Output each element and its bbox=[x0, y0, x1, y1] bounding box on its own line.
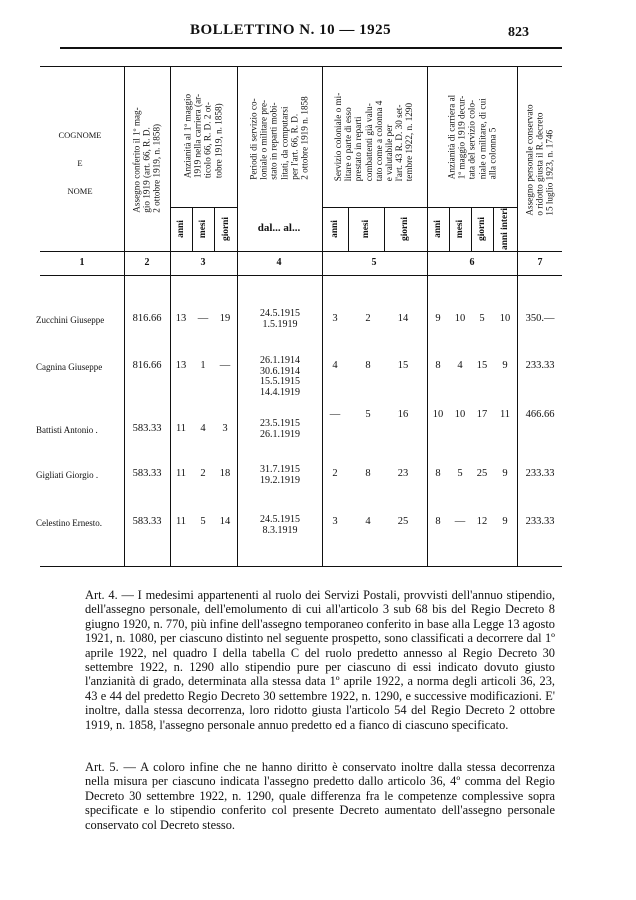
row-mesi-5: 5 bbox=[365, 409, 371, 420]
row-anni-6: 8 bbox=[435, 360, 441, 371]
article-4-paragraph: Art. 4. — I medesimi appartenenti al ruolo dei Servizi Postali, provvisti dell'annuo stipendio, dell'assegno personale, dell'emolumento di cui all'articolo 3 sub 68 bis del Regio Decreto 8 giugno 1920, n. 770, più infine dell'assegno temporaneo conferito in base alla Legge 13 agosto 1921, n. 1080, per ciascuno distinto nel seguente prospetto, sono classificati a decorrere dal 1º aprile 1922, nel quadro I della tabella C del ruolo predetto annesso al Regio Decreto 30 settembre 1922, n. 1290 allo stipendio pure per ciascuno di essi indicato dovuto giusto l'anzianità di grado, determinata alla stessa data 1º aprile 1922, a norma degli articoli 36, 23, 43 e 44 del predetto Regio Decreto 30 settembre 1922, n. 1290, e successive modificazioni. E' inoltre, dalla stessa decorrenza, loro ridotto giusta l'articolo 54 del Regio Decreto 2 ottobre 1919, n. 1858, l'assegno personale annuo predetto ed a fianco di ciascuno specificato. bbox=[85, 588, 555, 732]
row-assegno-finale: 233.33 bbox=[525, 516, 555, 527]
header-servizio-coloniale: Servizio coloniale o mi- litare o parte di esso prestato in reparti combattenti già valu- tato come a colonna 4 e valutabile per l'art. 43 R. D. 30 set- tembre 1922, n. 1290 bbox=[333, 92, 415, 182]
row-anni-5: 3 bbox=[332, 516, 338, 527]
row-assegno: 583.33 bbox=[132, 468, 162, 479]
sub-anni-5: anni bbox=[330, 220, 340, 238]
row-anni-5: — bbox=[329, 409, 341, 420]
sub-giorni-6: giorni bbox=[477, 217, 487, 241]
header-name-line1: COGNOME bbox=[58, 130, 102, 140]
row-assegno: 816.66 bbox=[132, 360, 162, 371]
sub-anni-6: anni bbox=[433, 220, 443, 238]
row-giorni-5: 25 bbox=[397, 516, 409, 527]
row-mesi-6: 4 bbox=[457, 360, 463, 371]
row-assegno-finale: 350.— bbox=[525, 313, 555, 324]
row-assegno: 583.33 bbox=[132, 423, 162, 434]
row-giorni-6: 17 bbox=[476, 409, 488, 420]
row-anni-interi-6: 9 bbox=[502, 516, 508, 527]
row-mesi-5: 4 bbox=[365, 516, 371, 527]
row-giorni-5: 15 bbox=[397, 360, 409, 371]
sub-mesi-3: mesi bbox=[198, 219, 208, 239]
row-anni-3: 11 bbox=[175, 468, 187, 479]
sub-anni-interi-6: anni interi bbox=[500, 208, 510, 250]
row-assegno-finale: 233.33 bbox=[525, 360, 555, 371]
row-name: Celestino Ernesto. bbox=[36, 518, 102, 528]
header-assegno-conservato: Assegno personale conservato o ridotto giusta il R. decreto 15 luglio 1923, n. 1746 bbox=[524, 104, 556, 216]
row-name: Battisti Antonio . bbox=[36, 425, 98, 435]
row-giorni-3: 14 bbox=[219, 516, 231, 527]
row-mesi-5: 8 bbox=[365, 468, 371, 479]
row-assegno: 816.66 bbox=[132, 313, 162, 324]
row-mesi-5: 8 bbox=[365, 360, 371, 371]
row-anni-3: 11 bbox=[175, 423, 187, 434]
row-mesi-3: 5 bbox=[200, 516, 206, 527]
row-periods: 31.7.1915 19.2.1919 bbox=[260, 464, 300, 486]
header-anzianita-decurtata: Anzianità di carriera al 1º maggio 1919 decur- tata del servizio colo- niale o militare, di cui alla colonna 5 bbox=[446, 94, 498, 180]
row-giorni-6: 25 bbox=[476, 468, 488, 479]
header-periodi-servizio: Periodi di servizio co- loniale o militare pre- stato in reparti mobi- litati, da computarsi per l'art. 66, R. D. 2 ottobre 1919 n. 1858 bbox=[248, 96, 310, 180]
row-anni-5: 2 bbox=[332, 468, 338, 479]
row-anni-interi-6: 9 bbox=[502, 360, 508, 371]
row-mesi-6: 10 bbox=[454, 313, 466, 324]
col-number-6: 6 bbox=[469, 257, 475, 268]
article-5-paragraph: Art. 5. — A coloro infine che ne hanno diritto è conservato inoltre dalla stessa decorrenza nella misura per ciascuno indicata l'assegno predetto dallo articolo 36, 4º comma del Regio Decreto 30 settembre 1922, n. 1290, quale differenza fra le competenze complessive sopra specificate e lo stipendio conferito col presente Decreto aumentato dell'assegno personale conservato col Decreto stesso. bbox=[85, 760, 555, 832]
row-mesi-3: 1 bbox=[200, 360, 206, 371]
row-giorni-6: 15 bbox=[476, 360, 488, 371]
col-number-2: 2 bbox=[144, 257, 150, 268]
sub-mesi-6: mesi bbox=[455, 219, 465, 239]
row-mesi-3: 2 bbox=[200, 468, 206, 479]
row-mesi-3: 4 bbox=[200, 423, 206, 434]
row-mesi-3: — bbox=[197, 313, 209, 324]
sub-anni-3: anni bbox=[176, 220, 186, 238]
row-mesi-6: — bbox=[454, 516, 466, 527]
row-anni-6: 8 bbox=[435, 516, 441, 527]
row-name: Cagnina Giuseppe bbox=[36, 362, 103, 372]
sub-giorni-5: giorni bbox=[400, 217, 410, 241]
dal-al-label: dal... al... bbox=[257, 222, 301, 234]
col-number-7: 7 bbox=[537, 257, 543, 268]
row-anni-interi-6: 11 bbox=[499, 409, 511, 420]
row-anni-3: 13 bbox=[175, 313, 187, 324]
row-anni-5: 4 bbox=[332, 360, 338, 371]
row-mesi-6: 10 bbox=[454, 409, 466, 420]
row-anni-6: 8 bbox=[435, 468, 441, 479]
col-number-1: 1 bbox=[79, 257, 85, 268]
header-rule bbox=[60, 47, 562, 49]
header-name-line3: NOME bbox=[67, 186, 93, 196]
row-anni-interi-6: 9 bbox=[502, 468, 508, 479]
col-number-4: 4 bbox=[276, 257, 282, 268]
header-anzianita-carriera: Anzianità al 1º maggio 1919 nella carriera (ar- ticolo 66, R. D. 2 ot- tobre 1919, n. 1858) bbox=[182, 93, 224, 179]
row-giorni-3: — bbox=[219, 360, 231, 371]
row-anni-6: 9 bbox=[435, 313, 441, 324]
row-periods: 23.5.1915 26.1.1919 bbox=[260, 418, 300, 440]
row-periods: 26.1.1914 30.6.1914 15.5.1915 14.4.1919 bbox=[260, 355, 300, 398]
row-giorni-5: 16 bbox=[397, 409, 409, 420]
row-name: Gigliati Giorgio . bbox=[36, 470, 99, 480]
row-periods: 24.5.1915 1.5.1919 bbox=[260, 308, 300, 330]
sub-giorni-3: giorni bbox=[221, 217, 231, 241]
header-name-line2: E bbox=[77, 158, 83, 168]
row-anni-5: 3 bbox=[332, 313, 338, 324]
col-number-5: 5 bbox=[371, 257, 377, 268]
page-number: 823 bbox=[508, 25, 529, 40]
row-anni-3: 13 bbox=[175, 360, 187, 371]
row-giorni-3: 18 bbox=[219, 468, 231, 479]
row-giorni-3: 3 bbox=[222, 423, 228, 434]
row-anni-interi-6: 10 bbox=[499, 313, 511, 324]
row-assegno-finale: 233.33 bbox=[525, 468, 555, 479]
row-mesi-6: 5 bbox=[457, 468, 463, 479]
col-number-3: 3 bbox=[200, 257, 206, 268]
row-giorni-5: 14 bbox=[397, 313, 409, 324]
row-giorni-5: 23 bbox=[397, 468, 409, 479]
row-anni-6: 10 bbox=[432, 409, 444, 420]
row-assegno: 583.33 bbox=[132, 516, 162, 527]
header-assegno-conferito: Assegno conferito il 1º mag- gio 1919 (art. 66, R. D. 2 ottobre 1919, n. 1858) bbox=[131, 107, 163, 213]
row-giorni-3: 19 bbox=[219, 313, 231, 324]
row-name: Zucchini Giuseppe bbox=[36, 315, 105, 325]
row-giorni-6: 12 bbox=[476, 516, 488, 527]
sub-mesi-5: mesi bbox=[361, 219, 371, 239]
row-assegno-finale: 466.66 bbox=[525, 409, 555, 420]
row-periods: 24.5.1915 8.3.1919 bbox=[260, 514, 300, 536]
bulletin-title: BOLLETTINO N. 10 — 1925 bbox=[190, 22, 392, 38]
row-giorni-6: 5 bbox=[479, 313, 485, 324]
row-anni-3: 11 bbox=[175, 516, 187, 527]
row-mesi-5: 2 bbox=[365, 313, 371, 324]
